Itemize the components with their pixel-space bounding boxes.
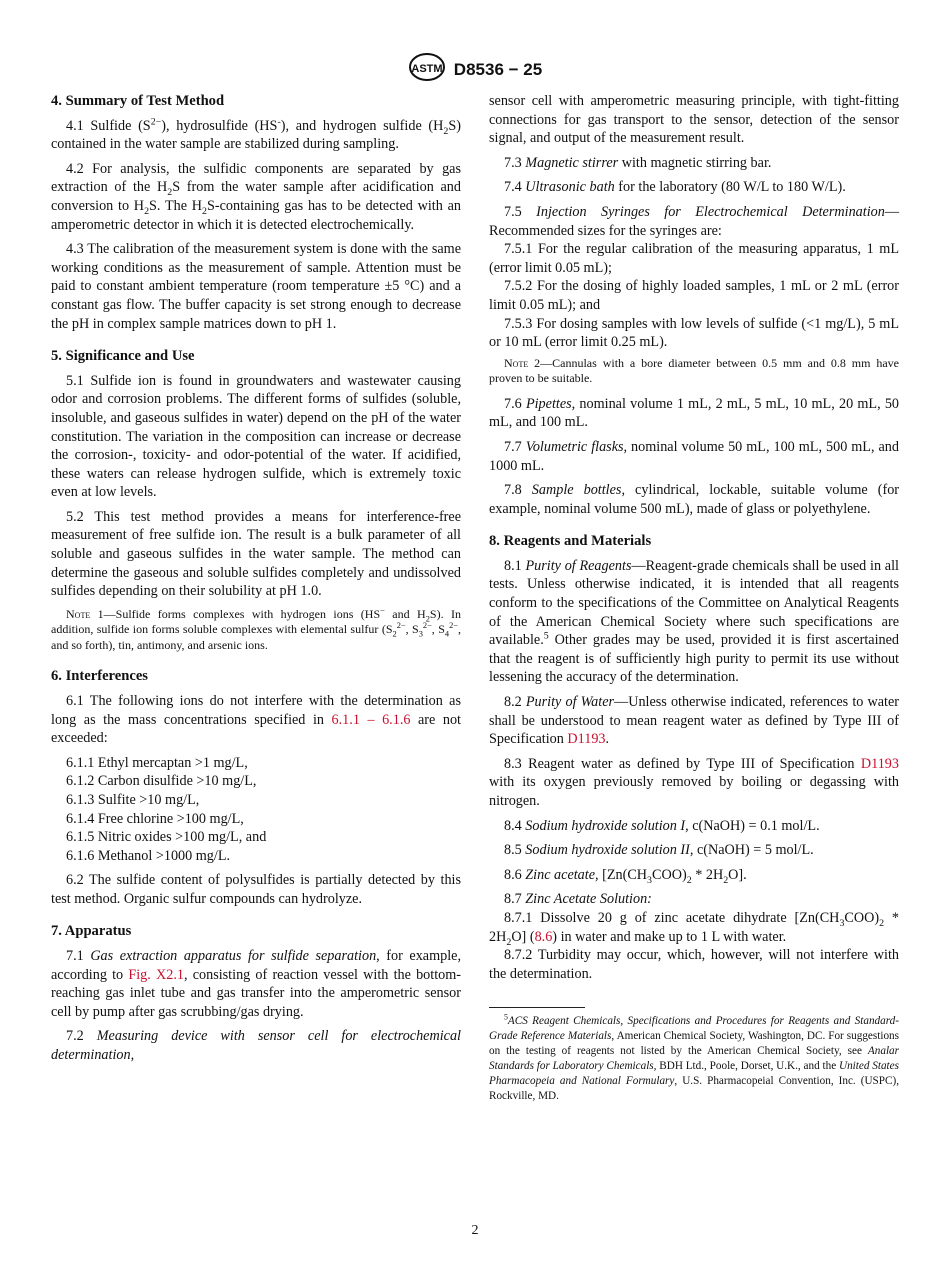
para-7-5-1: 7.5.1 For the regular calibration of the measuring apparatus, 1 mL (error limit 0.05 mL);	[489, 241, 899, 276]
section-8-title: 8. Reagents and Materials	[489, 533, 652, 550]
link-fig-x2-1[interactable]: Fig. X2.1	[128, 966, 184, 983]
para-8-7-2: 8.7.2 Turbidity may occur, which, however, will not interfere with the determination.	[489, 947, 899, 982]
para-8-4: 8.4 Sodium hydroxide solution I, c(NaOH) = 0.1 mol/L.	[504, 817, 820, 834]
para-8-6: 8.6 Zinc acetate, $[Zn(CH_3COO)_2 * 2H_2O]$.	[504, 866, 747, 886]
right-column	[489, 92, 899, 1104]
note-1: Note 1—Sulfide forms complexes with hydrogen ions (HS− and $H_2S$). In addition, sulfide ion forms soluble complexes with elemental sulfur ($S_2^{2-}$, $S_3^{2-}$, $S_4^{2-}$, and so forth), tin, antimony, and arsenic ions.	[51, 605, 461, 652]
para-8-7-1: 8.7.1 Dissolve 20 g of zinc acetate dihydrate $[Zn(CH_3COO)_2 * 2H_2O]$ (8.6) in water and make up to 1 L with water.	[489, 909, 900, 948]
para-6-1: 6.1 The following ions do not interfere with the determination as long as the mass concentrations specified in 6.1.1 – 6.1.6 are not exceeded:	[51, 692, 462, 747]
para-8-3: 8.3 Reagent water as defined by Type III of Specification D1193 with its oxygen previously removed by boiling or degassing with nitrogen.	[489, 755, 899, 809]
para-7-4: 7.4 Ultrasonic bath for the laboratory (80 W/L to 180 W/L).	[504, 179, 846, 196]
list-item: 6.1.1 Ethyl mercaptan >1 mg/L,	[66, 754, 248, 771]
para-7-7: 7.7 Volumetric flasks, nominal volume 50 mL, 100 mL, 500 mL, and 1000 mL.	[489, 438, 899, 474]
para-7-2: 7.2 Measuring device with sensor cell for electrochemical determination,	[51, 1028, 461, 1064]
footnote-5: $^5$ACS Reagent Chemicals, Specifications and Procedures for Reagents and Standard-Grade Reference Materials, American Chemical Society, Washington, DC. For suggestions on the testing of reagents not listed by the American Chemical Society, see Analar Standards for Laboratory Chemicals, BDH Ltd., Poole, Dorset, U.K., and the United States Pharmacopeia and National Formulary, U.S. Pharmacopeial Convention, Inc. (USPC), Rockville, MD.	[489, 1012, 899, 1103]
section-6-title: 6. Interferences	[51, 668, 148, 685]
para-7-2-continued: sensor cell with amperometric measuring principle, with tight-fitting connections for gas transport to the sensor, detection of the sensor signal, and output of the measurement result.	[489, 93, 899, 147]
para-4-2: 4.2 For analysis, the sulfidic components are separated by gas extraction of the $H_2S$ from the water sample after acidification and conversion to $H_2S$. The $H_2S$-containing gas has to be detected with an amperometric detector in which it is detected electrochemically.	[51, 160, 461, 233]
para-8-2: 8.2 Purity of Water—Unless otherwise indicated, references to water shall be understood to mean reagent water as defined by Type III of Specification D1193.	[489, 694, 900, 748]
link-6-1-1-range[interactable]: 6.1.1 – 6.1.6	[331, 711, 411, 728]
footnote-divider	[489, 1007, 585, 1008]
footnote-ref[interactable]: 5	[543, 630, 549, 642]
link-d1193[interactable]: D1193	[860, 755, 899, 772]
para-8-7: 8.7 Zinc Acetate Solution:	[504, 891, 652, 908]
para-8-1: 8.1 Purity of Reagents—Reagent-grade chemicals shall be used in all tests. Unless otherwise indicated, it is intended that all reagents conform to the specifications of the Committee on Analytical Reagents of the American Chemical Society where such specifications are available.$^5$ Other grades may be used, provided it is first ascertained that the reagent is of sufficiently high purity to permit its use without lessening the accuracy of the determination.	[489, 557, 899, 686]
para-4-3: 4.3 The calibration of the measurement system is done with the same working conditions as the measurement of sample. Attention must be paid to constant ambient temperature (room temperature ±5 °C) and a constant gas flow. The buffer capacity is set strong enough to decrease the pH in complex sample matrices down to pH 1.	[51, 241, 461, 332]
para-8-5: 8.5 Sodium hydroxide solution II, c(NaOH) = 5 mol/L.	[504, 842, 814, 859]
list-item: 6.1.3 Sulfite >10 mg/L,	[66, 791, 200, 808]
para-7-5: 7.5 Injection Syringes for Electrochemical Determination—Recommended sizes for the syringes are:	[489, 203, 900, 239]
document-designation: D8536 − 25	[453, 59, 543, 79]
section-7-title: 7. Apparatus	[51, 923, 132, 940]
list-item: 6.1.2 Carbon disulfide >10 mg/L,	[66, 773, 257, 790]
para-7-5-2: 7.5.2 For the dosing of highly loaded samples, 1 mL or 2 mL (error limit 0.05 mL); and	[489, 278, 899, 313]
para-7-1: 7.1 Gas extraction apparatus for sulfide separation, for example, according to Fig. X2.1, consisting of reaction vessel with the bottom-reaching gas inlet tube and gas transfer into the amperometric sensor cell by pump after gas scrubbing/gas drying.	[51, 948, 462, 1020]
para-5-1: 5.1 Sulfide ion is found in groundwaters and wastewater causing odor and corrosion problems. The different forms of sulfides (soluble, insoluble, and gaseous sulfides in water) depend on the pH of the water constitution. The variation in the composition can increase or decrease the corrosion-, toxicity- and odor-potential of the water. If acidified, these waters can release hydrogen sulfide, which is extremely toxic even at low levels.	[51, 372, 461, 501]
note-2: Note 2—Cannulas with a bore diameter between 0.5 mm and 0.8 mm have proven to be suitable.	[489, 355, 899, 386]
list-item: 6.1.6 Methanol >1000 mg/L.	[66, 847, 231, 864]
section-4-title: 4. Summary of Test Method	[51, 93, 225, 109]
para-5-2: 5.2 This test method provides a means for interference-free measurement of free sulfide ion. The result is a bulk parameter of all soluble and gaseous sulfides in the water sample. The method can determine the gaseous and soluble sulfides completely and undissolved sulfides depending on their solubility at pH 1.0.	[51, 508, 461, 600]
para-4-1: 4.1 Sulfide $(S^{2-})$, hydrosulfide (HS-), and hydrogen sulfide $(H_2S)$ contained in the water sample are stabilized during sampling.	[51, 115, 461, 153]
astm-logo-icon	[408, 52, 446, 87]
page-header	[0, 52, 950, 88]
link-8-6[interactable]: 8.6	[534, 928, 553, 945]
para-6-2: 6.2 The sulfide content of polysulfides is partially detected by this test method. Organic sulfur compounds can hydrolyze.	[51, 872, 461, 907]
list-item: 6.1.4 Free chlorine >100 mg/L,	[66, 810, 244, 827]
list-item: 6.1.5 Nitric oxides >100 mg/L, and	[66, 829, 267, 846]
para-7-5-3: 7.5.3 For dosing samples with low levels of sulfide (<1 mg/L), 5 mL or 10 mL (error limit 0.25 mL).	[489, 315, 899, 351]
link-d1193[interactable]: D1193	[567, 731, 606, 748]
page-number: 2	[471, 1223, 479, 1238]
para-7-3: 7.3 Magnetic stirrer with magnetic stirring bar.	[504, 154, 772, 171]
para-7-6: 7.6 Pipettes, nominal volume 1 mL, 2 mL, 5 mL, 10 mL, 20 mL, 50 mL, and 100 mL.	[489, 395, 900, 431]
para-7-8: 7.8 Sample bottles, cylindrical, lockable, suitable volume (for example, nominal volume 500 mL), made of glass or polyethylene.	[489, 482, 900, 517]
logo-text: ASTM	[411, 63, 443, 75]
left-column	[51, 92, 461, 1065]
section-5-title: 5. Significance and Use	[51, 348, 195, 365]
interference-list	[51, 754, 461, 866]
